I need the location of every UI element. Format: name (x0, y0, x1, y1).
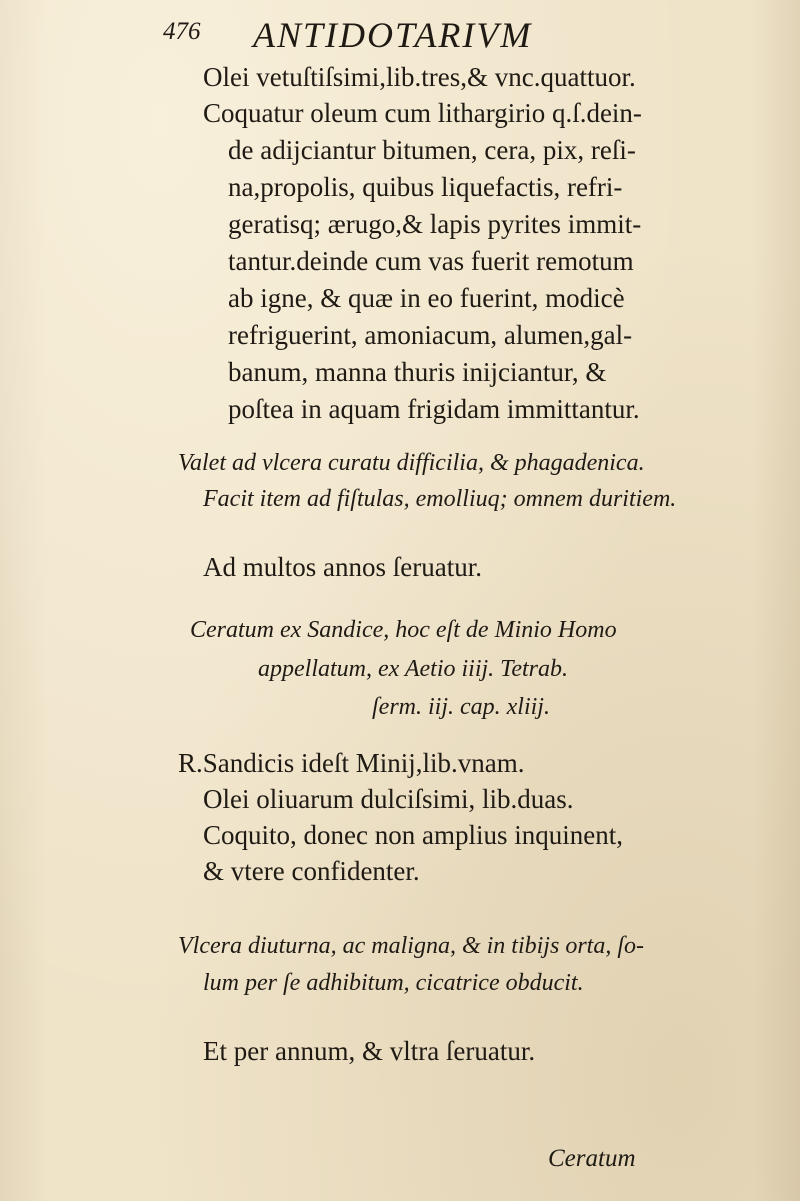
text-line: ab igne, & quæ in eo fuerint, modicè (228, 283, 625, 313)
text-line: Olei oliuarum dulciſsimi, lib.duas. (203, 784, 574, 814)
text-line: Ceratum ex Sandice, hoc eſt de Minio Homo (190, 617, 617, 643)
page-number: 476 (163, 18, 201, 45)
text-line: Facit item ad fiſtulas, emolliuq; omnem duritiem. (203, 486, 677, 512)
text-line: Coquatur oleum cum lithargirio q.ſ.dein- (203, 98, 642, 128)
keeping-note-2: Et per annum, & vltra ſeruatur. (203, 1036, 536, 1066)
text-line: Vlcera diuturna, ac maligna, & in tibijs orta, ſo- (178, 933, 644, 959)
running-title: ANTIDOTARIVM (253, 15, 533, 55)
text-line: lum per ſe adhibitum, cicatrice obducit. (203, 970, 584, 996)
catchword: Ceratum (548, 1145, 636, 1172)
text-line: ſerm. iij. cap. xliij. (372, 694, 550, 720)
text-line: Coquito, donec non amplius inquinent, (203, 820, 623, 850)
keeping-note-1: Ad multos annos ſeruatur. (203, 552, 482, 582)
text-line: Valet ad vlcera curatu difficilia, & phagadenica. (178, 450, 645, 476)
text-line: geratisq; ærugo,& lapis pyrites immit- (228, 209, 642, 239)
text-line: refriguerint, amoniacum, alumen,gal- (228, 320, 633, 350)
text-line: banum, manna thuris inijciantur, & (228, 357, 607, 387)
text-line: Olei vetuſtiſsimi,lib.tres,& vnc.quattuor. (203, 62, 636, 92)
text-line: na,propolis, quibus liquefactis, refri- (228, 172, 623, 202)
text-line: appellatum, ex Aetio iiij. Tetrab. (258, 656, 568, 682)
text-line: tantur.deinde cum vas fuerit remotum (228, 246, 634, 276)
text-line: & vtere confidenter. (203, 856, 420, 886)
text-line: poſtea in aquam frigidam immittantur. (228, 394, 640, 424)
page-header (163, 14, 643, 54)
text-line: R.Sandicis ideſt Minij,lib.vnam. (178, 748, 525, 778)
text-line: de adijciantur bitumen, cera, pix, reſi- (228, 135, 636, 165)
